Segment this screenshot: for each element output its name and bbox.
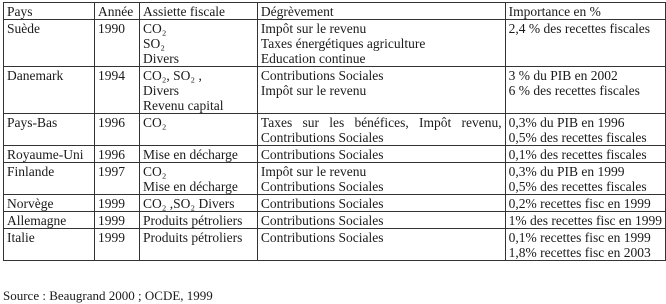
table-row-pays-bas xyxy=(4,114,666,146)
header-annee: Année xyxy=(94,3,139,20)
cell-importance xyxy=(505,114,665,146)
cell-year: 1990 xyxy=(94,20,139,67)
header-assiette-fiscale: Assiette fiscale xyxy=(139,3,257,20)
cell-tax-relief xyxy=(257,229,505,261)
cell-country: Suède xyxy=(4,20,95,67)
tax-relief-line: Education continue xyxy=(260,51,366,66)
cell-year: 1997 xyxy=(94,163,139,195)
table-row-royaume-uni xyxy=(4,146,666,163)
table-row-danemark xyxy=(4,67,666,114)
importance-line: 1% des recettes fisc en 1999 xyxy=(508,213,662,228)
tax-base-line: Produits pétroliers xyxy=(142,230,243,245)
cell-tax-relief xyxy=(257,67,505,114)
tax-relief-line: Contributions Sociales xyxy=(260,147,384,162)
tax-relief-line: Contributions Sociales xyxy=(260,68,384,83)
tax-base-line: Divers xyxy=(142,83,179,98)
cell-tax-base xyxy=(139,146,257,163)
cell-year: 1996 xyxy=(94,114,139,146)
tax-base-line: CO₂, SO₂ , xyxy=(142,68,202,83)
tax-base-line: SO₂ xyxy=(142,36,165,51)
cell-country: Italie xyxy=(4,229,95,261)
importance-line: 0,1% recettes fisc en 1999 xyxy=(508,230,651,245)
cell-tax-relief xyxy=(257,195,505,212)
tax-base-line: Revenu capital xyxy=(142,98,224,113)
cell-tax-relief xyxy=(257,212,505,229)
cell-tax-relief xyxy=(257,163,505,195)
tax-relief-line: Contributions Sociales xyxy=(260,179,384,194)
tax-relief-line: Impôt sur le revenu xyxy=(260,21,367,36)
cell-country: Allemagne xyxy=(4,212,95,229)
table-row-finlande xyxy=(4,163,666,195)
cell-importance xyxy=(505,229,665,261)
tax-relief-line: Contributions Sociales xyxy=(260,213,384,228)
tax-relief-line: Contributions Sociales xyxy=(260,196,384,211)
cell-importance xyxy=(505,67,665,114)
tax-table-container xyxy=(3,2,666,261)
cell-tax-base xyxy=(139,67,257,114)
cell-country: Pays-Bas xyxy=(4,114,95,146)
tax-relief-line: Impôt sur le revenu xyxy=(260,83,367,98)
cell-tax-base xyxy=(139,212,257,229)
cell-country: Finlande xyxy=(4,163,95,195)
cell-tax-base xyxy=(139,229,257,261)
tax-relief-line: Contributions Sociales xyxy=(260,230,384,245)
header-importance: Importance en % xyxy=(505,3,665,20)
cell-year: 1999 xyxy=(94,229,139,261)
tax-base-line: Divers xyxy=(142,51,179,66)
cell-tax-base xyxy=(139,20,257,67)
cell-importance xyxy=(505,20,665,67)
importance-line: 0,1% des recettes fiscales xyxy=(508,147,647,162)
cell-importance xyxy=(505,212,665,229)
table-header-row xyxy=(4,3,666,20)
environmental-tax-table xyxy=(3,2,666,261)
tax-relief-line: Impôt sur le revenu xyxy=(260,164,367,179)
cell-country: Royaume-Uni xyxy=(4,146,95,163)
header-pays: Pays xyxy=(4,3,95,20)
tax-base-line: Mise en décharge xyxy=(142,147,238,162)
cell-year: 1999 xyxy=(94,195,139,212)
tax-base-line: Produits pétroliers xyxy=(142,213,243,228)
importance-line: 0,5% des recettes fiscales xyxy=(508,179,647,194)
cell-tax-base xyxy=(139,195,257,212)
cell-year: 1996 xyxy=(94,146,139,163)
importance-line: 0,3% du PIB en 1999 xyxy=(508,164,625,179)
cell-importance xyxy=(505,146,665,163)
cell-country: Danemark xyxy=(4,67,95,114)
cell-tax-relief xyxy=(257,20,505,67)
cell-year: 1999 xyxy=(94,212,139,229)
cell-tax-relief: Taxes sur les bénéfices, Impôt revenu, Contributions Sociales xyxy=(257,114,505,146)
importance-line: 3 % du PIB en 2002 xyxy=(508,68,618,83)
table-row-italie xyxy=(4,229,666,261)
cell-tax-base xyxy=(139,163,257,195)
tax-base-line: Mise en décharge xyxy=(142,179,238,194)
cell-year: 1994 xyxy=(94,67,139,114)
table-row-allemagne xyxy=(4,212,666,229)
cell-importance xyxy=(505,195,665,212)
importance-line: 1,8% recettes fisc en 2003 xyxy=(508,245,651,260)
table-body xyxy=(4,20,666,261)
cell-importance xyxy=(505,163,665,195)
tax-base-line: CO₂ xyxy=(142,21,167,36)
table-row-norvege xyxy=(4,195,666,212)
tax-base-line: CO₂ xyxy=(142,164,167,179)
cell-tax-base xyxy=(139,114,257,146)
importance-line: 0,3% du PIB en 1996 xyxy=(508,115,625,130)
importance-line: 0,5% des recettes fiscales xyxy=(508,130,647,145)
header-degrevement: Dégrèvement xyxy=(257,3,505,20)
importance-line: 0,2% recettes fisc en 1999 xyxy=(508,196,651,211)
table-row-suede xyxy=(4,20,666,67)
tax-relief-line: Taxes énergétiques agriculture xyxy=(260,36,426,51)
cell-tax-relief xyxy=(257,146,505,163)
source-note: Source : Beaugrand 2000 ; OCDE, 1999 xyxy=(3,288,213,303)
tax-base-line: CO₂ ,SO₂ Divers xyxy=(142,196,235,211)
importance-line: 6 % des recettes fiscales xyxy=(508,83,640,98)
cell-country: Norvège xyxy=(4,195,95,212)
tax-base-line: CO₂ xyxy=(142,115,167,130)
importance-line: 2,4 % des recettes fiscales xyxy=(508,21,650,36)
